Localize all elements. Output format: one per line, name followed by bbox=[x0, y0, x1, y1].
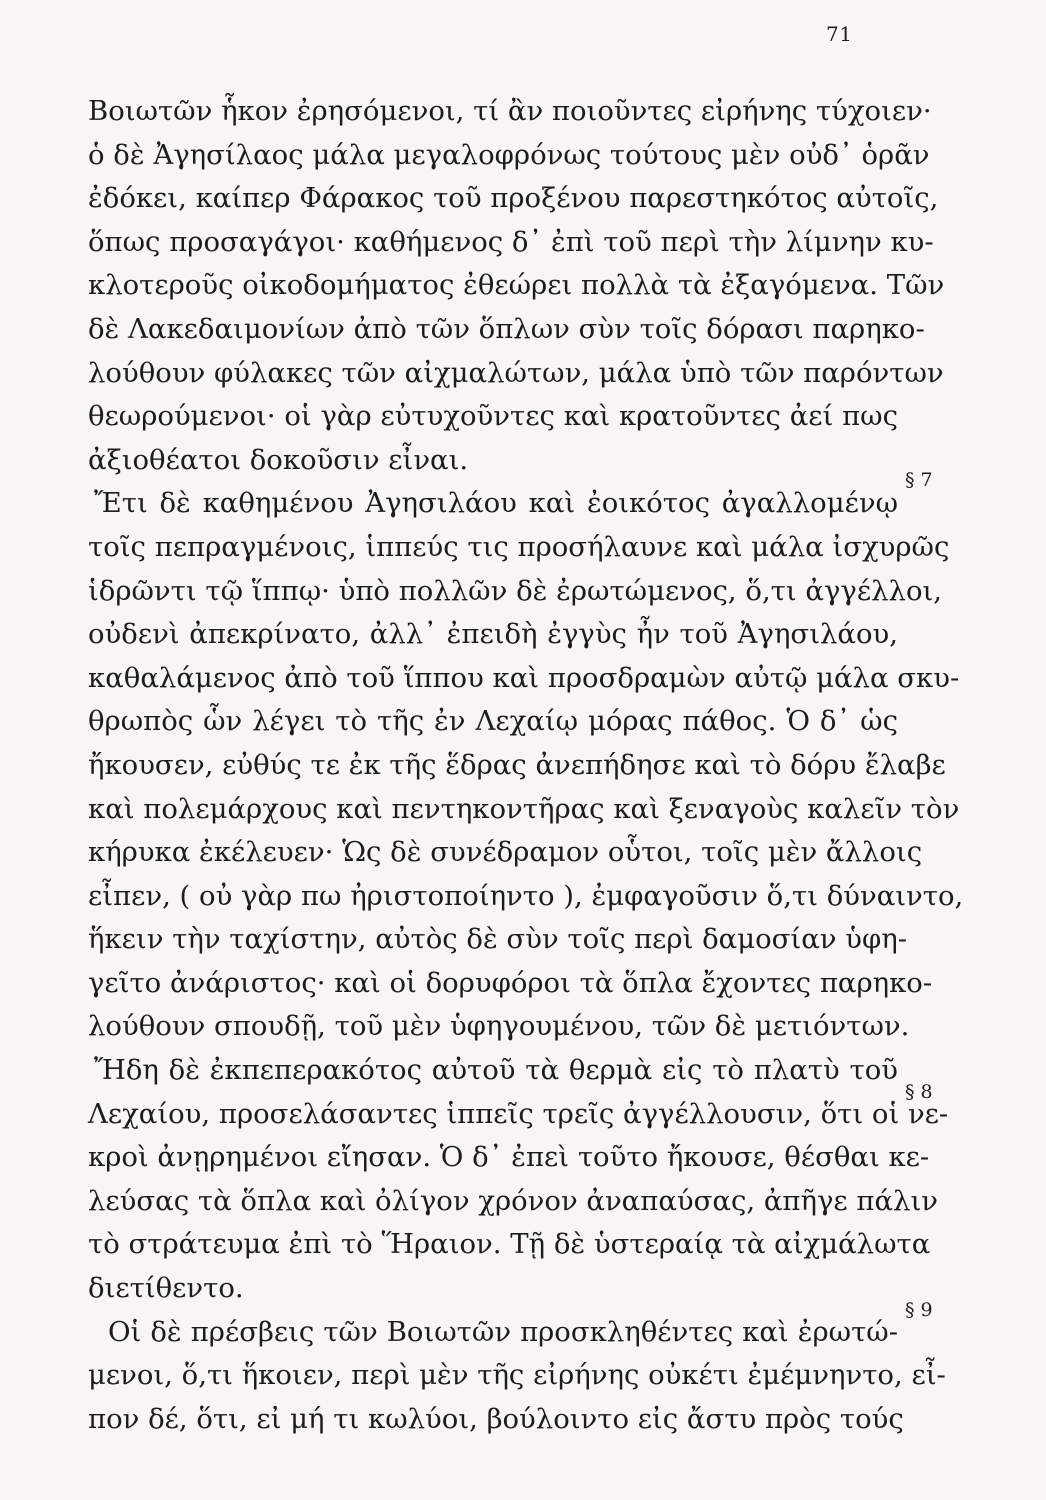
text-line-2: ὁ δὲ Ἀγησίλαος μάλα μεγαλοφρόνως τούτους μὲν οὐδ᾽ ὁρᾶν bbox=[88, 138, 930, 171]
text-line-23: Ἤδη δὲ ἐκπεπερακότος αὐτοῦ τὰ θερμὰ εἰς τὸ πλατὺ τοῦ bbox=[94, 1054, 898, 1087]
text-line-25: κροὶ ἀνῃρημένοι εἴησαν. Ὁ δ᾽ ἐπεὶ τοῦτο ἤκουσε, θέσθαι κε- bbox=[88, 1141, 930, 1174]
text-line-15: θρωπὸς ὧν λέγει τὸ τῆς ἐν Λεχαίῳ μόρας πάθος. Ὁ δ᾽ ὡς bbox=[88, 705, 898, 738]
text-line-1: Βοιωτῶν ἧκον ἐρησόμενοι, τί ἂν ποιοῦντες εἰρήνης τύχοιεν· bbox=[88, 95, 932, 127]
section-marker-7: § 7 bbox=[905, 469, 933, 491]
text-line-29: Οἱ δὲ πρέσβεις τῶν Βοιωτῶν προσκληθέντες καὶ ἐρωτώ- bbox=[108, 1315, 898, 1348]
text-line-12: ἱδρῶντι τῷ ἵππῳ· ὑπὸ πολλῶν δὲ ἐρωτώμενος, ὅ,τι ἀγγέλλοι, bbox=[88, 574, 943, 607]
text-line-17: καὶ πολεμάρχους καὶ πεντηκοντῆρας καὶ ξεναγοὺς καλεῖν τὸν bbox=[88, 792, 960, 825]
section-marker-9: § 9 bbox=[905, 1299, 933, 1321]
text-line-22: λούθουν σπουδῇ, τοῦ μὲν ὑφηγουμένου, τῶν δὲ μετιόντων. bbox=[88, 1010, 910, 1043]
text-line-8: θεωρούμενοι· οἱ γὰρ εὐτυχοῦντες καὶ κρατοῦντες ἀεί πως bbox=[88, 400, 898, 433]
text-body bbox=[88, 90, 964, 1441]
section-marker-8: § 8 bbox=[905, 1081, 933, 1103]
text-line-21: γεῖτο ἀνάριστος· καὶ οἱ δορυφόροι τὰ ὅπλα ἔχοντες παρηκο- bbox=[88, 966, 933, 999]
text-line-9: ἀξιοθέατοι δοκοῦσιν εἶναι. bbox=[88, 443, 469, 476]
text-line-3: ἐδόκει, καίπερ Φάρακος τοῦ προξένου παρεστηκότος αὐτοῖς, bbox=[88, 182, 939, 215]
text-line-7: λούθουν φύλακες τῶν αἰχμαλώτων, μάλα ὑπὸ τῶν παρόντων bbox=[88, 356, 944, 389]
text-line-19: εἶπεν, ( οὐ γὰρ πω ἠριστοποίηντο ), ἐμφαγοῦσιν ὅ,τι δύναιντο, bbox=[88, 879, 964, 912]
text-line-30: μενοι, ὅ,τι ἥκοιεν, περὶ μὲν τῆς εἰρήνης οὐκέτι ἐμέμνηντο, εἶ- bbox=[88, 1359, 946, 1392]
text-line-27: τὸ στράτευμα ἐπὶ τὸ Ἥραιον. Τῇ δὲ ὑστεραίᾳ τὰ αἰχμάλωτα bbox=[88, 1228, 931, 1261]
text-line-26: λεύσας τὰ ὅπλα καὶ ὀλίγον χρόνον ἀναπαύσας, ἀπῆγε πάλιν bbox=[88, 1184, 938, 1217]
text-line-18: κήρυκα ἐκέλευεν· Ὡς δὲ συνέδραμον οὗτοι, τοῖς μὲν ἄλλοις bbox=[88, 836, 923, 869]
text-line-28: διετίθεντο. bbox=[88, 1272, 244, 1305]
text-line-10: Ἔτι δὲ καθημένου Ἀγησιλάου καὶ ἐοικότος ἀγαλλομένῳ bbox=[94, 487, 898, 520]
text-line-11: τοῖς πεπραγμένοις, ἱππεύς τις προσήλαυνε καὶ μάλα ἰσχυρῶς bbox=[88, 530, 950, 563]
text-line-6: δὲ Λακεδαιμονίων ἀπὸ τῶν ὅπλων σὺν τοῖς δόρασι παρηκο- bbox=[88, 312, 925, 345]
text-line-16: ἤκουσεν, εὐθύς τε ἐκ τῆς ἕδρας ἀνεπήδησε καὶ τὸ δόρυ ἔλαβε bbox=[88, 748, 946, 781]
page-number: 71 bbox=[826, 22, 853, 46]
text-line-13: οὐδενὶ ἀπεκρίνατο, ἀλλ᾽ ἐπειδὴ ἐγγὺς ἦν τοῦ Ἀγησιλάου, bbox=[88, 618, 898, 651]
text-line-31: πον δέ, ὅτι, εἰ μή τι κωλύοι, βούλοιντο εἰς ἄστυ πρὸς τούς bbox=[88, 1402, 904, 1435]
text-line-24: Λεχαίου, προσελάσαντες ἱππεῖς τρεῖς ἀγγέλλουσιν, ὅτι οἱ νε- bbox=[88, 1097, 949, 1130]
text-line-14: καθαλάμενος ἀπὸ τοῦ ἵππου καὶ προσδραμὼν αὐτῷ μάλα σκυ- bbox=[88, 661, 960, 694]
text-line-5: κλοτεροῦς οἰκοδομήματος ἐθεώρει πολλὰ τὰ ἐξαγόμενα. Τῶν bbox=[88, 269, 945, 302]
text-line-4: ὅπως προσαγάγοι· καθήμενος δ᾽ ἐπὶ τοῦ περὶ τὴν λίμνην κυ- bbox=[88, 225, 934, 258]
text-line-20: ἥκειν τὴν ταχίστην, αὐτὸς δὲ σὺν τοῖς περὶ δαμοσίαν ὑφη- bbox=[88, 923, 907, 956]
